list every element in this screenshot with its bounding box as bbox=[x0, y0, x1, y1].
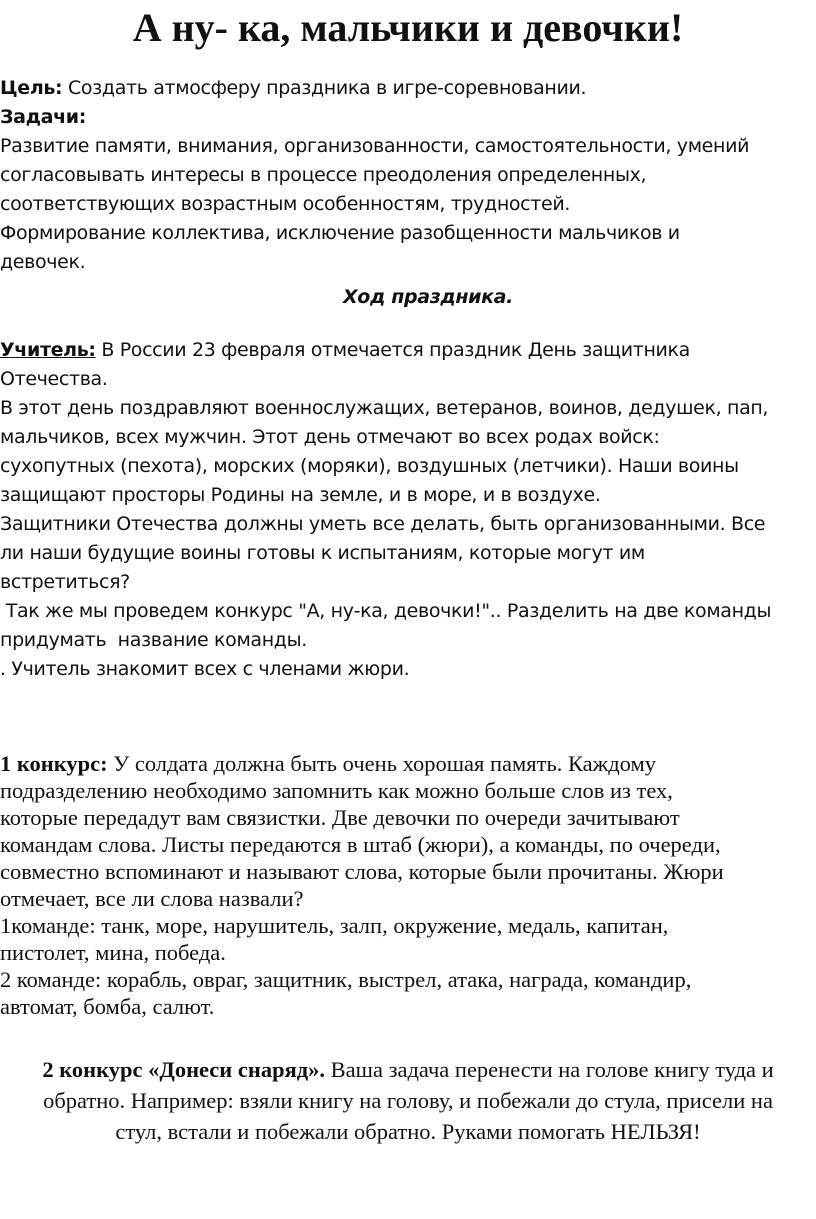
contest1-line: командам слова. Листы передаются в штаб (жюри), а команды, по очереди, bbox=[0, 832, 721, 857]
contest1-line: которые передадут вам связистки. Две девочки по очереди зачитывают bbox=[0, 805, 680, 830]
contest2-label: 2 конкурс «Донеси снаряд». bbox=[42, 1057, 326, 1082]
contest1-line: отмечает, все ли слова назвали? bbox=[0, 886, 304, 911]
contest2-section bbox=[0, 1054, 816, 1147]
teacher-line: Защитники Отечества должны уметь все делать, быть организованными. Все bbox=[0, 513, 766, 535]
contest1-line: автомат, бомба, салют. bbox=[0, 994, 215, 1019]
teacher-label: Учитель: bbox=[0, 339, 96, 361]
contest1-label: 1 конкурс: bbox=[0, 751, 108, 776]
tasks-label: Задачи: bbox=[0, 106, 86, 128]
tasks-line: Развитие памяти, внимания, организованности, самостоятельности, умений bbox=[0, 135, 750, 157]
contest1-first-line: 1 конкурс: У солдата должна быть очень хорошая память. Каждому bbox=[0, 751, 656, 776]
teacher-line: защищают просторы Родины на земле, и в море, и в воздухе. bbox=[0, 484, 601, 506]
teacher-line: мальчиков, всех мужчин. Этот день отмечают во всех родах войск: bbox=[0, 426, 660, 448]
tasks-line: девочек. bbox=[0, 251, 86, 273]
tasks-line: Формирование коллектива, исключение разобщенности мальчиков и bbox=[0, 222, 680, 244]
contest2-line: стул, встали и побежали обратно. Руками помогать НЕЛЬЗЯ! bbox=[115, 1119, 701, 1144]
contest1-line: подразделению необходимо запомнить как можно больше слов из тех, bbox=[0, 778, 673, 803]
contest1-line: 2 команде: корабль, овраг, защитник, выстрел, атака, награда, командир, bbox=[0, 967, 692, 992]
goal-label: Цель: bbox=[0, 77, 63, 99]
contest2-first-line: 2 конкурс «Донеси снаряд». Ваша задача перенести на голове книгу туда и bbox=[42, 1057, 774, 1082]
teacher-first-line: Учитель: В России 23 февраля отмечается праздник День защитника bbox=[0, 339, 690, 361]
teacher-line: Отечества. bbox=[0, 368, 108, 390]
contest2-line: обратно. Например: взяли книгу на голову, и побежали до стула, присели на bbox=[43, 1088, 773, 1113]
teacher-line: ли наши будущие воины готовы к испытаниям, которые могут им bbox=[0, 542, 645, 564]
teacher-line: В этот день поздравляют военнослужащих, ветеранов, воинов, дедушек, пап, bbox=[0, 397, 769, 419]
contest1-line: пистолет, мина, победа. bbox=[0, 940, 226, 965]
contest1-line: совместно вспоминают и называют слова, которые были прочитаны. Жюри bbox=[0, 859, 724, 884]
contest1-line: 1команде: танк, море, нарушитель, залп, окружение, медаль, капитан, bbox=[0, 913, 669, 938]
teacher-line: придумать название команды. bbox=[0, 629, 307, 651]
teacher-line: . Учитель знакомит всех с членами жюри. bbox=[0, 658, 410, 680]
teacher-line: сухопутных (пехота), морских (моряки), воздушных (летчики). Наши воины bbox=[0, 455, 739, 477]
tasks-line: соответствующих возрастным особенностям, трудностей. bbox=[0, 193, 571, 215]
progress-heading: Ход праздника. bbox=[342, 286, 514, 308]
goal-text: Создать атмосферу праздника в игре-соревновании. bbox=[62, 77, 587, 99]
teacher-line: встретиться? bbox=[0, 571, 130, 593]
tasks-line: согласовывать интересы в процессе преодоления определенных, bbox=[0, 164, 647, 186]
contest1-section bbox=[0, 750, 816, 1020]
goal-line bbox=[0, 74, 816, 103]
teacher-section bbox=[0, 336, 816, 684]
intro-section bbox=[0, 74, 816, 277]
teacher-line: Так же мы проведем конкурс "А, ну-ка, девочки!".. Разделить на две команды bbox=[0, 600, 772, 622]
page-title: А ну- ка, мальчики и девочки! bbox=[132, 5, 684, 50]
